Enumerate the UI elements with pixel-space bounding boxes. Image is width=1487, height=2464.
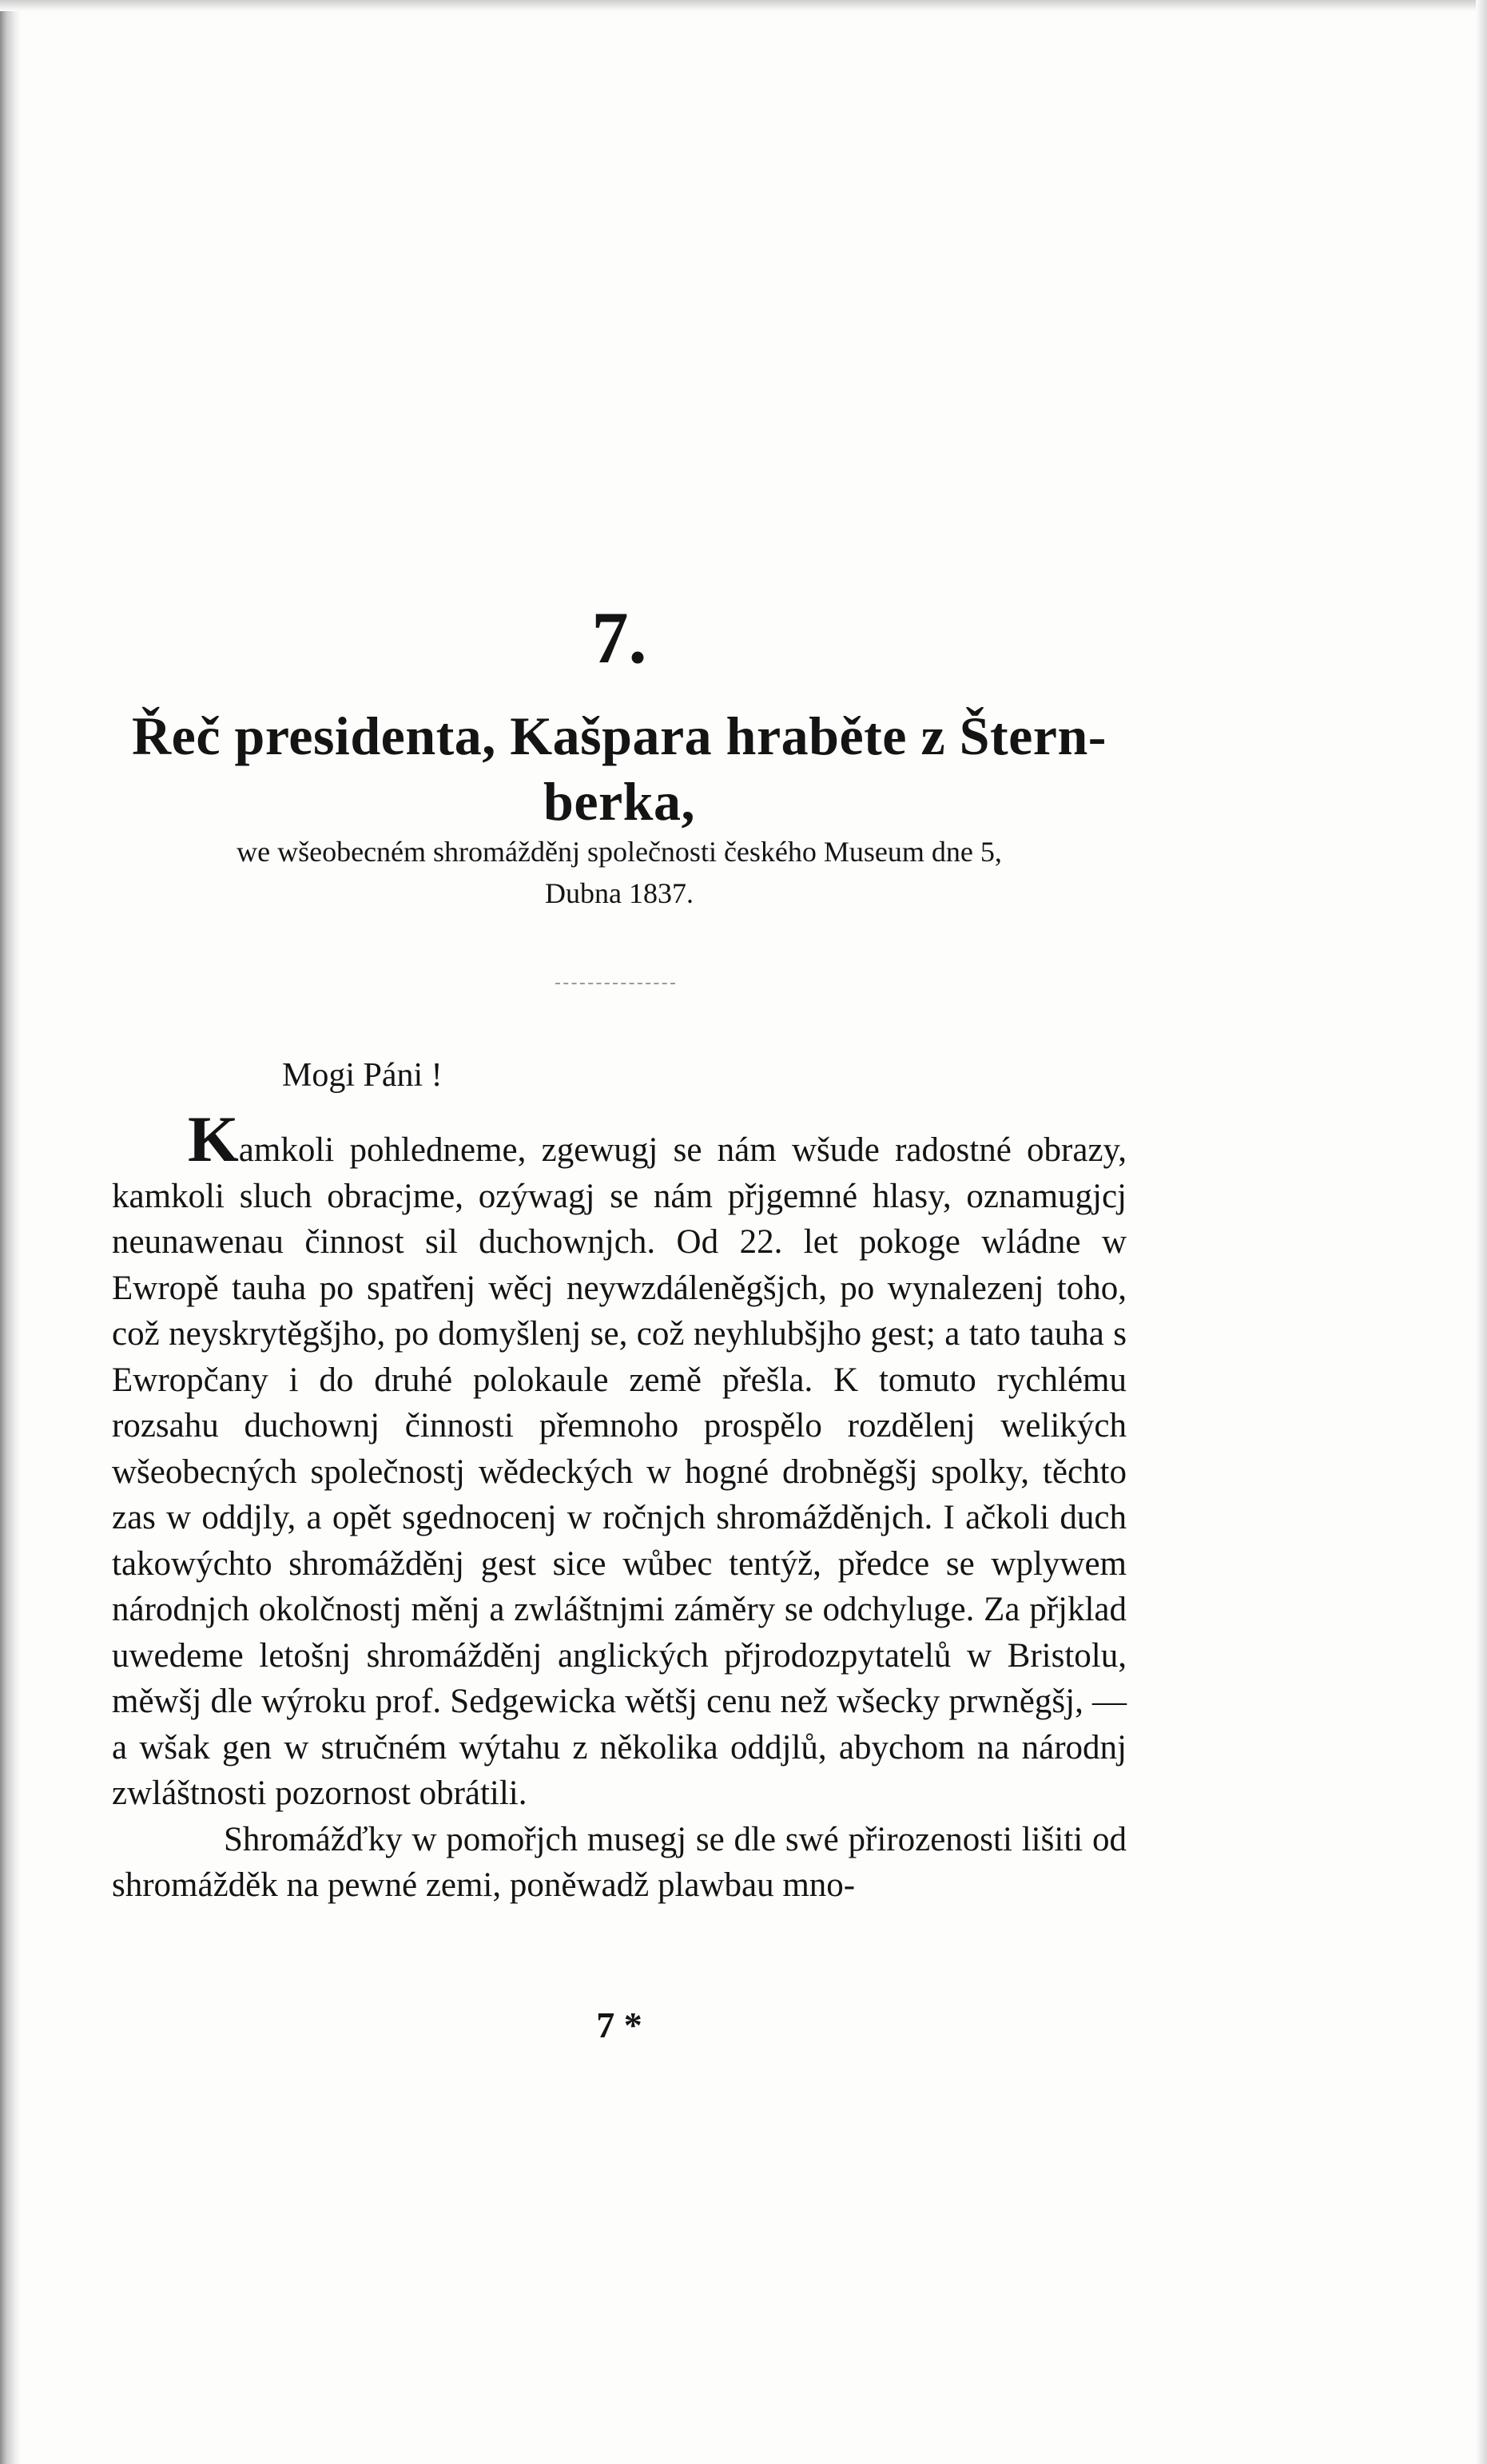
paragraph-1-text: amkoli pohledneme, zgewugj se nám wšude radostné obrazy, kamkoli sluch obracjme, ozýwagj se nám přjgemné hlasy, oznamugjcj neunawenau činnost sil duchownjch. Od 22. let pokoge wládne w Ewropě tauha po spatřenj wěcj neywzdáleněgšjch, po wynalezenj toho, což neyskrytěgšjho, po domyšlenj se, což neyhlubšjho gest; a tato tauha s Ewropčany i do druhé polokaule země přešla. K tomuto rychlému rozsahu duchownj činnosti přemnoho prospělo rozdělenj welikých wšeobecných společnostj wědeckých w hogné drobněgšj spolky, těchto zas w oddjly, a opět sgednocenj w ročnjch shromážděnjch. I ačkoli duch takowýchto shromážděnj gest sice wůbec tentýž, předce se wplywem národnjch okolčnostj měnj a zwláštnjmi záměry se odchyluge. Za přjklad uwedeme letošnj shromážděnj anglických přjrodozpytatelů w Bristolu, měwšj dle wýroku prof. Sedgewicka wětšj cenu než wšecky prwněgšj, — a wšak gen w stručném wýtahu z několika oddjlů, abychom na národnj zwláštnosti pozornost obrátili. bbox=[112, 1131, 1127, 1812]
subtitle-line-2: Dubna 1837. bbox=[545, 877, 694, 909]
page-title bbox=[112, 703, 1127, 834]
subtitle-line-1: we wšeobecném shromážděnj společnosti českého Museum dne 5, bbox=[237, 836, 1002, 868]
page-left-edge bbox=[0, 0, 21, 2464]
title-line-1: Řeč presidenta, Kašpara hraběte z Štern- bbox=[132, 705, 1107, 766]
section-divider bbox=[555, 983, 675, 984]
page-right-edge bbox=[1476, 0, 1487, 2464]
chapter-number: 7. bbox=[591, 597, 647, 678]
salutation: Mogi Páni ! bbox=[282, 1057, 443, 1094]
page-top-edge bbox=[0, 0, 1487, 11]
drop-cap: K bbox=[188, 1103, 239, 1175]
title-line-2: berka, bbox=[543, 771, 695, 832]
paragraph-2: Shromážďky w pomořjch musegj se dle swé přirozenosti lišiti od shromážděk na pewné zemi, poněwadž plawbau mno- bbox=[112, 1820, 1127, 1904]
folio-mark: 7 * bbox=[596, 2005, 642, 2045]
subtitle bbox=[112, 831, 1127, 914]
paragraph-1 bbox=[112, 1103, 1127, 1817]
body-text bbox=[112, 1103, 1127, 1909]
